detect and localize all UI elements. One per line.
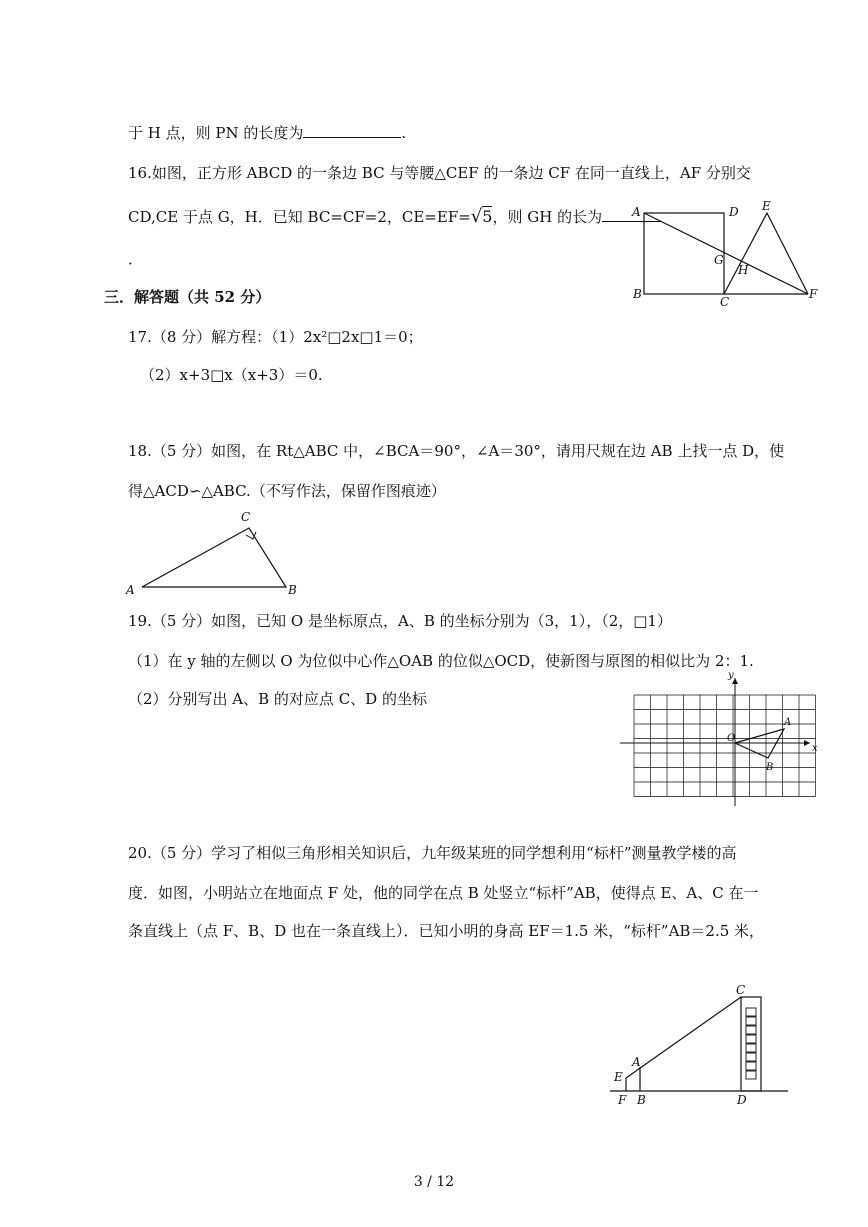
q18-line2: 得△ACD∽△ABC.（不写作法，保留作图痕迹） xyxy=(128,482,446,500)
q16-label-C: C xyxy=(720,295,730,309)
q16-line2-post: ，则 GH 的长为 xyxy=(492,208,603,226)
building-window xyxy=(746,1026,756,1034)
q19-label-x: x xyxy=(812,743,818,754)
building-window xyxy=(746,1035,756,1043)
building-window xyxy=(746,1062,756,1070)
section-title: 三．解答题（共 52 分） xyxy=(104,288,271,306)
q20-label-B: B xyxy=(637,1093,646,1107)
sqrt-radicand: 5 xyxy=(482,207,493,226)
q19-line2: （1）在 y 轴的左侧以 O 为位似中心作△OAB 的位似△OCD，使新图与原图的相似比为 2：1. xyxy=(128,652,754,670)
q16-label-G: G xyxy=(714,253,724,267)
q16-label-F: F xyxy=(809,287,818,301)
q19-grid-figure xyxy=(620,670,820,810)
q19-label-A: A xyxy=(784,717,792,728)
q20-line1: 20.（5 分）学习了相似三角形相关知识后，九年级某班的同学想利用“标杆”测量教学楼的高 xyxy=(128,844,737,862)
q20-figure xyxy=(608,980,798,1110)
q15-text: 于 H 点，则 PN 的长度为 xyxy=(128,124,304,142)
q16-label-D: D xyxy=(729,205,739,219)
q18-figure xyxy=(120,508,310,603)
q20-line3: 条直线上（点 F、B、D 也在一条直线上）．已知小明的身高 EF＝1.5 米，“标杆”AB＝2.5 米， xyxy=(128,922,765,940)
q16-label-E: E xyxy=(762,199,771,213)
building-window xyxy=(746,1017,756,1025)
q19-label-O: O xyxy=(727,733,736,744)
q20-label-E: E xyxy=(614,1070,623,1084)
building-window xyxy=(746,1071,756,1079)
q16-line2-pre: CD,CE 于点 G，H．已知 BC=CF=2，CE=EF= xyxy=(128,208,471,226)
q17-line1: 17.（8 分）解方程：（1）2x²□2x□1＝0； xyxy=(128,328,423,346)
q16-label-B: B xyxy=(633,287,642,301)
q15-answer-blank xyxy=(303,123,401,138)
q15-tail-line xyxy=(128,122,406,143)
q16-line1: 16.如图，正方形 ABCD 的一条边 BC 与等腰△CEF 的一条边 CF 在同一直线上，AF 分别交 xyxy=(128,164,751,182)
q16-label-H: H xyxy=(738,263,749,277)
q20-label-D: D xyxy=(737,1093,747,1107)
building-windows xyxy=(746,1008,756,1079)
q18-line1: 18.（5 分）如图，在 Rt△ABC 中，∠BCA＝90°，∠A＝30°，请用尺规在边 AB 上找一点 D，使 xyxy=(128,442,785,460)
q18-label-A: A xyxy=(126,583,135,597)
q16-line3: ． xyxy=(128,250,144,268)
coordinate-grid xyxy=(634,695,816,797)
q15-end: . xyxy=(401,124,407,142)
sqrt-symbol: √ xyxy=(470,206,483,227)
q18-label-C: C xyxy=(241,510,251,524)
q20-label-C: C xyxy=(736,983,746,997)
q20-line2: 度．如图，小明站立在地面点 F 处，他的同学在点 B 处竖立“标杆”AB，使得点 E、A、C 在一 xyxy=(128,884,759,902)
q16-label-A: A xyxy=(632,205,641,219)
q19-label-y: y xyxy=(728,670,734,681)
q19-line1: 19.（5 分）如图，已知 O 是坐标原点，A、B 的坐标分别为（3，1），（2，□1） xyxy=(128,612,672,630)
q19-line3: （2）分别写出 A、B 的对应点 C、D 的坐标 xyxy=(128,690,427,708)
q16-figure xyxy=(628,198,823,308)
building-window xyxy=(746,1044,756,1052)
q19-label-B: B xyxy=(766,762,774,773)
q16-line2 xyxy=(128,206,662,227)
q20-label-F: F xyxy=(618,1093,627,1107)
q18-label-B: B xyxy=(288,583,297,597)
building-window xyxy=(746,1008,756,1016)
building-window xyxy=(746,1053,756,1061)
page-number: 3 / 12 xyxy=(413,1174,455,1190)
q20-label-A: A xyxy=(632,1055,641,1069)
q17-line2: （2）x+3□x（x+3）＝0. xyxy=(140,366,323,384)
